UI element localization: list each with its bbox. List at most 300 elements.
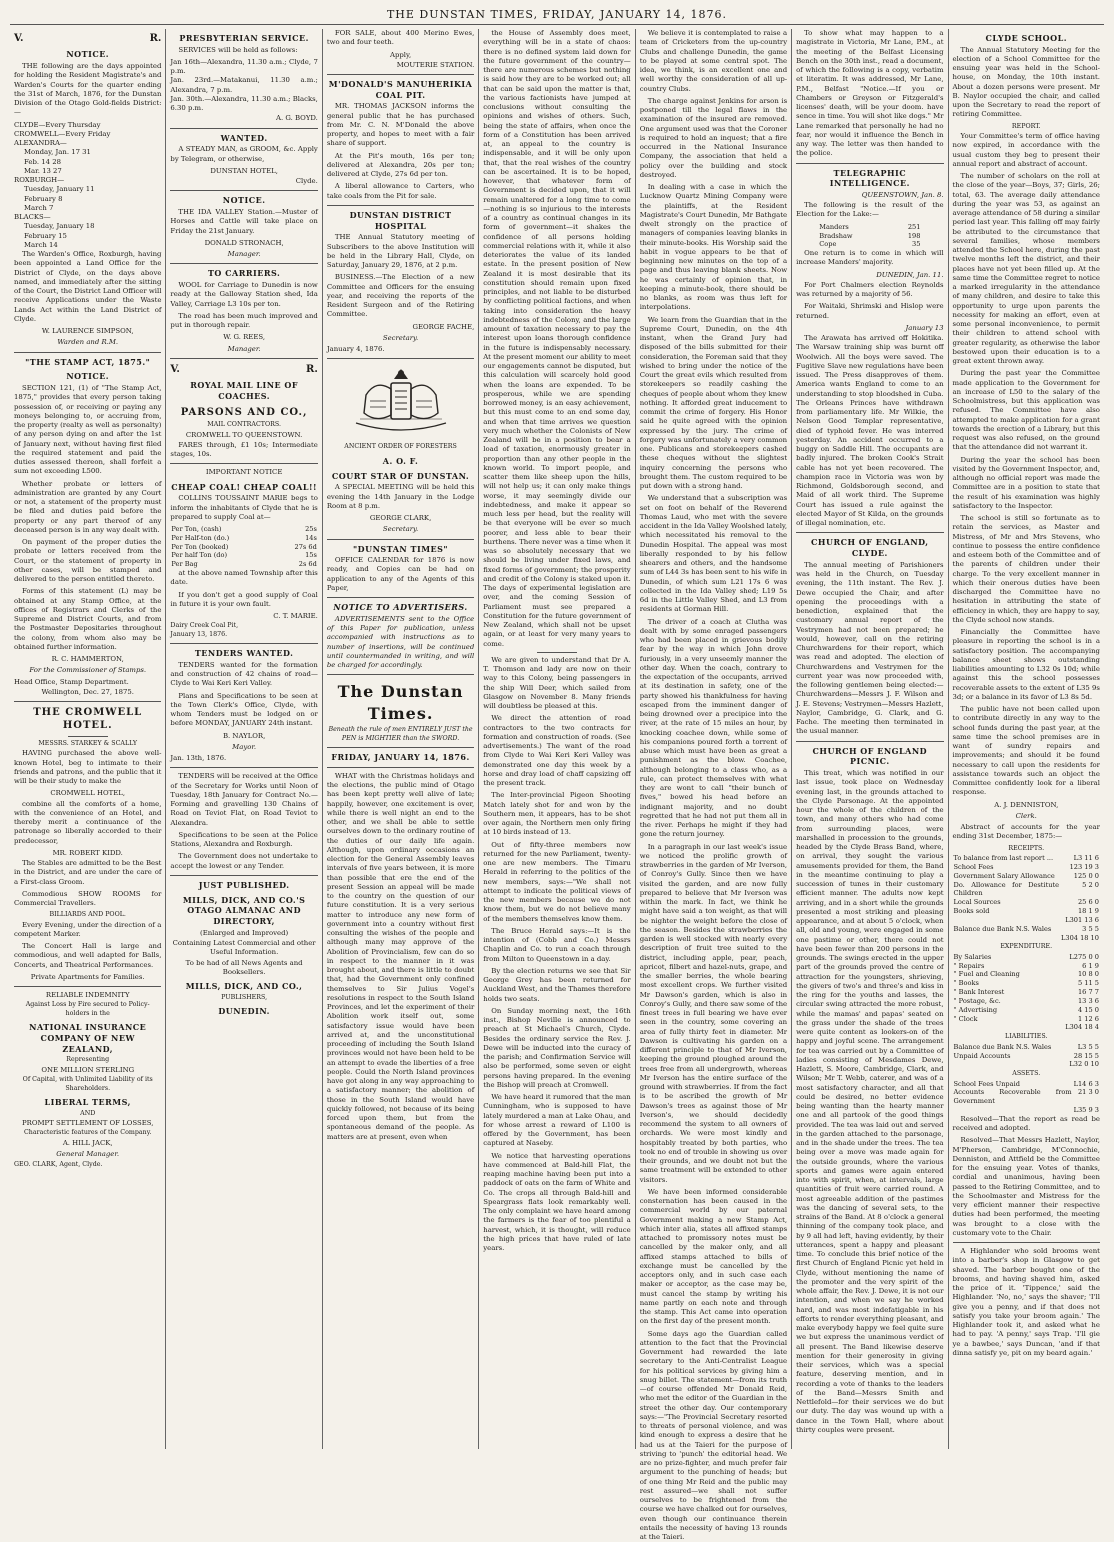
calendar-heading: "DUNSTAN TIMES" (327, 544, 474, 555)
account-row (953, 925, 1100, 934)
insurance-title: General Manager. (14, 1150, 161, 1159)
notice-heading: NOTICE. (170, 195, 317, 206)
account-row (953, 907, 1100, 916)
news-paragraph: We are given to understand that Dr A. T. Thomson and lady are now on their way to this Colony, being passengers in the ship Will Deer, which sailed from Glasgow on November 8. Many friends will doubtless be pleased at this. (483, 656, 630, 712)
news-paragraph: The charge against Jenkins for arson is postponed till the legal flaws in the examination of the insured are removed. One argument used was that the Coroner is required to hold an inquest; that a fire occurred in the National Insurance Company, the association that held a policy over the building and stock destroyed. (640, 97, 787, 180)
wanted-place: Clyde. (170, 177, 317, 186)
carriers-heading: TO CARRIERS. (170, 268, 317, 279)
insurance-signature: A. HILL JACK, (14, 1139, 161, 1148)
courts-notice: THE following are the days appointed for holding the Resident Magistrate's and Warden's Courts for the quarter ending the 31st of March, 1876, for the Dunstan Division of the Otago Gold-fields District:— (14, 62, 161, 118)
short-rule (68, 736, 108, 737)
tenders-date: Jan. 13th, 1876. (170, 754, 317, 763)
account-label: Unpaid Accounts (953, 1052, 1065, 1061)
ida-signature: DONALD STRONACH, (170, 239, 317, 248)
stamp-signature: R. C. HAMMERTON, (14, 655, 161, 664)
stamp-paragraph: Forms of this statement (L) may be obtained at any Stamp Office, at the offices of Registrars and Clerks of the Supreme and District Courts, and from the Postmaster Depositaries throughout the colony, from whom also may be obtained further information. (14, 587, 161, 652)
divider (327, 747, 474, 748)
school-text: Resolved—That the report as read be received and adopted. (953, 1115, 1100, 1134)
hotel-paragraph: HAVING purchased the above well-known Hotel, beg to intimate to their friends and patrons, and the public that it will be their study to make the (14, 749, 161, 786)
picnic-text: This treat, which was notified in our last issue, took place on Wednesday evening last, in the grounds attached to the Clyde Parsonage. At the appointed hour the whole of the children of the town, and many others who had come from surrounding places, were marshalled in procession to the grounds, headed by the Clyde Brass Band, where, on arrival, they sought the various amusements provided for them, the Band in the meantime continuing to play a succession of tunes in their customary efficient manner. The adults now kept arriving, and in a short while the grounds presented a most striking and pleasing appearance, and at about 5 o'clock, when all, old and young, were engaged in some one pastime or other, there could not have been fewer than 200 persons in the grounds. The swings erected in the upper part of the grounds proved the centre of attraction for the youngsters, shrieving, the givers of two's and three's and kiss in the ring for the youths and lasses, the circular swing attracted the more robust, while the mamas' and papas' seated on the grass under the shade of the trees were quite content as lookers-on of the happy and joyful scene. The arrangement for tea was carried out by a Committee of ladies consisting of Mesdames Dewe, Hazlett, S. Moore, Cambridge, Clark, and Wilson; Mr T. Webb, caterer, and was of a most satisfactory character, and all that could be desired, no better evidence being wanting than the hearty manner one and all partook of the good things provided. The tea was laid out and served in the garden attached to the parsonage, and in the shade under the trees. The tea being over a move was made again for the outside grounds, where the various sports and games were again entered into with spirit, when, at intervals, large quantities of fruit were carried round. A most agreeable addition of the pastimes was the dancing of several sets, to the strains of the Band. At 8 o'clock a general thinning of the company took place, and by 9 all had left, having evidently, by their utterances, spent a happy and pleasant time. To conclude this brief notice of the first Church of England Picnic yet held in Clyde, without mentioning the name of the promoter and the very spirit of the whole affair, the Rev. J. Dewe, it is not our intention, and when we say he worked hard, and was most indefatigable in his efforts to render everything pleasant, and make everybody happy we feel quite sure we but express the unanimous verdict of all present. The Band likewise deserve mention for their generosity in giving their services, which was a special feature, deserving mention, and in recording a vote of thanks to the leaders of the Band—Messrs Smith and Nettlefold—for their services we do but our duty. The day was wound up with a dance in the Town Hall, where about thirty couples were present. (796, 769, 943, 1435)
account-row (953, 881, 1100, 899)
alexandra-label: ALEXANDRA— (14, 139, 161, 148)
almanac-text: Containing Latest Commercial and other Useful Information. (170, 939, 317, 958)
telegraph-text: One return is to come in which will increase Manders' majority. (796, 249, 943, 268)
votes: 198 (891, 232, 921, 241)
notice-heading: NOTICE. (14, 49, 161, 60)
telegraph-dateline: QUEENSTOWN, Jan. 8. (796, 191, 943, 200)
school-text: Financially the Committee have pleasure in reporting the school is in a satisfactory position. The accompanying balance sheet shows outstanding liabilities amounting to L32 0s 10d; while against this the school possesses recoverable assets to the extent of L35 9s 3d; or a balance in its favor of L3 8s 5d. (953, 628, 1100, 702)
receipts-table (953, 854, 1100, 942)
telegraph-text: For Waitaki, Shrimski and Hislop were returned. (796, 302, 943, 321)
roxburgh-dates (14, 185, 161, 213)
sale-apply: Apply, (327, 51, 474, 60)
editorial-paragraph: WHAT with the Christmas holidays and the elections, the public mind of Otago has been kept pretty well alive of late; happily, however, one excitement is over, while there is well night an end to the other, and we shall be able to settle ourselves down to the ordinary routine of the duties of our daily life again. Although, upon ordinary occasions an election for the General Assembly leaves intervals of five years between, it is more than possible that ere the end of the present Session an appeal will be made to the country on the question of our future constitution. It is a very serious matter to introduce any new form of government into a country without first consulting the wishes of the people and although many may approve of the Abolition of Provincialism, few can do so in respect to the manner in it was brought about, and there is little to doubt that, had the Government only confined themselves to Sir Julius Vogel's resolutions in respect to the South Island Provinces, and let the experiment of their Abolition work itself out, some satisfactory issue would have been arrived at, and the unconstitutional proceeding of including the South Island provinces would not have been held to be an attempt to evade the liberties of a free people. Could the North Island provinces have got along in any way approaching to a satisfactory manner; the abolition of those in the South Island would have quickly followed, not because of its being forced upon them, but from the spontaneous demand of the people. As matters are at present, even when (327, 772, 474, 1142)
coal-heading: CHEAP COAL! CHEAP COAL!! (170, 482, 317, 493)
price-value: 15s (275, 551, 318, 560)
short-rule (537, 652, 577, 653)
date-row: Tuesday, January 11 (14, 185, 161, 194)
cromwell-days: CROMWELL—Every Friday (14, 130, 161, 139)
price-row (170, 525, 317, 534)
account-amount: 13 3 6 (1049, 997, 1100, 1006)
warden-title: Warden and R.M. (14, 338, 161, 347)
hotel-billiards: BILLIARDS AND POOL. (14, 911, 161, 919)
account-amount: L14 6 3 (1073, 1080, 1100, 1089)
sale-text: FOR SALE, about 400 Merino Ewes, two and four teeth. (327, 29, 474, 48)
coal-important: IMPORTANT NOTICE (170, 468, 317, 477)
stamp-paragraph: Whether probate or letters of administration are granted by any Court or not, a statement of the property must be filed and duties paid before the property or any part thereof of any deceased person is in any way dealt with. (14, 480, 161, 536)
insurance-char: Characteristic features of the Company. (14, 1129, 161, 1137)
presbyterian-heading: PRESBYTERIAN SERVICE. (170, 33, 317, 44)
warden-text: The Warden's Office, Roxburgh, having been appointed a Land Office for the District of Clyde, on the days above named, and immediately after the sitting of the Court, the District Land Officer will receive Applications under the Waste Lands Act within the Land District of Clyde. (14, 250, 161, 324)
votes: 35 (891, 240, 921, 249)
total-row (953, 934, 1100, 943)
publisher-place: DUNEDIN. (170, 1006, 317, 1017)
price-label: Per Bag (170, 560, 275, 569)
candidate: Manders (818, 223, 891, 232)
telegraph-dateline: January 13 (796, 324, 943, 333)
news-paragraph: The driver of a coach at Clutha was dealt with by some enraged passengers who had been placed in grievous bodily fear by the way in which John drove furiously, in a very unseemly manner the other day. When the coach, contrary to the expectation of the occupants, arrived at its destination in safety, one of the party showed his thankfulness for having escaped from the imminent danger of being drowned over a precipice into the river, at the rate of 15 miles an hour, by knocking coachee down, while some of his companions poured forth a torrent of abuse which must have been as great a punishment as the blow. Coachee, although belonging to a class who, as a rule, can protect themselves with what they are wont to call "their bunch of fives," bowed his head before an indignant majority, and no doubt regretted that he had not put them all in the river. Perhaps he might if they had gone the return journey. (640, 618, 787, 840)
aof-signature: GEORGE CLARK, (327, 514, 474, 523)
cipher-r: R. (306, 363, 318, 376)
tenders2-text: TENDERS will be received at the Office of the Secretary for Works until Noon of Tuesday, 18th January for Contract No.—Forming and gravelling 130 Chains of Road on Teviot Flat, on Road Teviot to Alexandra. (170, 772, 317, 828)
account-label: Do. Allowance for Destitute Children (953, 881, 1060, 899)
date-row: Mar. 13 27 (14, 167, 161, 176)
account-total: L301 13 6 (1060, 916, 1100, 925)
masthead: THE DUNSTAN TIMES, FRIDAY, JANUARY 14, 1876. (10, 6, 1104, 25)
wanted-text: A STEADY MAN, as GROOM, &c. Apply by Telegram, or otherwise, (170, 145, 317, 164)
divider (170, 263, 317, 264)
votes: 251 (891, 223, 921, 232)
price-row (170, 551, 317, 560)
price-value: 25s (275, 525, 318, 534)
divider (796, 532, 943, 533)
account-label: " Books (953, 979, 1050, 988)
divider (953, 1242, 1100, 1243)
foresters-emblem-icon (346, 365, 456, 437)
insurance-company: NATIONAL INSURANCE COMPANY OF NEW ZEALAND, (14, 1022, 161, 1054)
divider (327, 539, 474, 540)
price-row (170, 560, 317, 569)
account-label: Books sold (953, 907, 1060, 916)
accounts-heading: Abstract of accounts for the year ending 31st December, 1875:— (953, 823, 1100, 842)
school-text: The number of scholars on the roll at the close of the year—Boys, 37; Girls, 26; total, 63. The average daily attendance during the year was 53, as against an average attendance of 58 during a similar period last year. This falling off may fairly be attributed to the circumstance that several families, whose members attended the School here, during the past twelve months left the district, and their places have not yet been filled up. At the same time the Committee regret to notice a marked irregularity in the attendance of many children, and desire to take this opportunity to urge upon parents the necessity for making an effort, even at some personal inconvenience, to permit their children to attend school with greater regularity, as otherwise the labor bestowed upon their education is to a great extent thrown away. (953, 172, 1100, 366)
account-row (953, 979, 1100, 988)
candidate: Bradshaw (818, 232, 891, 241)
insurance-heading: RELIABLE INDEMNITY (14, 991, 161, 1000)
almanac-title: MILLS, DICK, AND CO.'S OTAGO ALMANAC AND DIRECTORY, (170, 895, 317, 927)
account-amount: 16 7 7 (1049, 988, 1100, 997)
account-amount: 4 15 0 (1049, 1006, 1100, 1015)
receipts-heading: RECEIPTS. (953, 845, 1100, 853)
editorial-paragraph: the House of Assembly does meet, everything will be in a state of chaos: there is no defined system laid down for the future government of the country—there are numerous schemes but nothing is said how they are to be worked out; all that can be said upon the matter is that, the various factionists have jumped at conclusions without consulting the opinions and wishes of others. Such, being the state of affairs, when once the form of a Constitution has been arrived at, an appeal to the country is indispensable, and it will be only upon that, that the real wishes of the country can be ascertained. It is to be hoped, however, that whatever form of Government is decided upon, that it will remain unaltered for a long time to come—nothing is so injurious to the interests of a country as continual changes in its form of government—it shakes the confidence of all persons holding commercial relations with it, while it also deteriorates the value of its landed estate. In the present position of New Zealand it is most desirable that its constitution should remain upon fixed principles, and not liable to be disturbed by conflicting political factions, and when taking into consideration the heavy indebtedness of the Colony, and the large amount of taxation necessary to pay the interest upon loans thorough confidence in the future is indispensably necessary. At the present moment our ability to meet our engagements cannot be disputed, but this calculation will scarcely hold good when the loans are expended. To be prosperous, while we are spending borrowed money, is an easy achievement, but this must come to an end some day, and when that time arrives we question very much whether the Colonists of New Zealand will be in a position to bear a load of taxation, enormously greater in proportion than any other people in the known world. To import people, and scatter them like sheep upon the hills, will not help us; it can only make things worse, it may seemingly divide our indebtedness, and make it appear so much less per head, but the reality will be that everyone will be ever so much poorer, and less able to bear their burthens. There never was a time when it was so absolutely necessary that we should be living under fixed laws, and fixed forms of government; the prosperity and credit of the Colony is staked upon it. The days of experimental legislation are over, and the coming Session of Parliament must see prepared a Constitution for the future government of New Zealand, which shall not be upset again, or at least for very many years to come. (483, 29, 630, 649)
divider (170, 875, 317, 876)
account-amount: 18 1 9 (1060, 907, 1100, 916)
account-amount: 125 0 0 (1060, 872, 1100, 881)
divider (14, 352, 161, 353)
hotel-predecessor: MR. ROBERT KIDD. (14, 849, 161, 858)
account-total: L35 9 3 (1073, 1106, 1100, 1115)
insurance-rep: Representing (14, 1056, 161, 1064)
insurance-capital: ONE MILLION STERLING (14, 1066, 161, 1075)
school-text: Your Committee's term of office having now expired, in accordance with the usual custom they beg to present their annual report and abstract of account. (953, 132, 1100, 169)
hotel-paragraph: combine all the comforts of a home, with the convenience of an Hotel, and thereby merit a continuance of the patronage so liberally accorded to their predecessor, (14, 800, 161, 846)
hospital-date: January 4, 1876. (327, 345, 474, 354)
total-row (953, 1106, 1100, 1115)
cipher-v: V. (170, 363, 180, 376)
hotel-owners: MESSRS. STARKEY & SCALLY (14, 740, 161, 748)
coal-price-table (170, 525, 317, 569)
telegraph-dateline: DUNEDIN, Jan. 11. (796, 271, 943, 280)
divider (170, 643, 317, 644)
news-paragraph: The Bruce Herald says:—It is the intention of (Cobb and Co.) Messrs Chaplin and Co. to run a coach through from Milton to Queenstown in a day. (483, 927, 630, 964)
school-title: Clerk. (953, 812, 1100, 821)
account-amount: 25 6 0 (1060, 898, 1100, 907)
stamp-date: Wellington, Dec. 27, 1875. (14, 688, 161, 697)
account-amount: L275 0 0 (1049, 953, 1100, 962)
news-paragraph: To show what may happen to a magistrate in Victoria, Mr Lane, P.M., at the meeting of the Belfast Licensing Bench on the 30th inst., read a document, of which the following is a copy, verbatim et literatim. It was addressed, Mr Lane, P.M., Belfast "Notice.—If you or Chambers or Greyson or Fitzgerald's licenses' death, will be your doom. have sence in time. You will shot like dogs." Mr Lane remarked that personally he had no fear, nor would it influence the Bench in any way. The letter was then handed to the police. (796, 29, 943, 159)
tenders-heading: TENDERS WANTED. (170, 648, 317, 659)
divider (14, 986, 161, 987)
date-row: March 14 (14, 241, 161, 250)
account-label: " Bank Interest (953, 988, 1050, 997)
almanac-sub: (Enlarged and Improved) (170, 929, 317, 938)
hospital-text: THE Annual Statutory meeting of Subscribers to the above Institution will be held in the Library Hall, Clyde, on Saturday, January 29, 1876, at 2 p.m. (327, 233, 474, 270)
news-paragraph: On Sunday morning next, the 16th inst., Bishop Neville is announced to preach at St Michael's Church, Clyde. Besides the ordinary service the Rev. J. Dewe will be inducted into the curacy of the parish; and Confirmation Service will also be performed, some seven or eight persons having prepared. In the evening the Bishop will preach at Cromwell. (483, 1007, 630, 1090)
account-row (953, 1052, 1100, 1061)
hospital-signature: GEORGE FACHE, (327, 323, 474, 332)
account-label: " Advertising (953, 1006, 1050, 1015)
liabilities-heading: LIABILITIES. (953, 1033, 1100, 1041)
account-amount: L3 11 6 (1060, 854, 1100, 863)
hospital-text: BUSINESS.—The Election of a new Committee and Officers for the ensuing year, and receiving the reports of the Resident Surgeon and of the Retiring Committee. (327, 273, 474, 319)
columns (10, 29, 1104, 1449)
account-label: " Clock (953, 1015, 1050, 1024)
divider (327, 767, 474, 768)
advertisers-text: ADVERTISEMENTS sent to the Office of this Paper for publication, unless accompanied with instructions as to number of insertions, will be continued until countermanded in writing, and will be charged for accordingly. (327, 615, 474, 671)
price-label: Per Ton, (cash) (170, 525, 275, 534)
hotel-paragraph: Commodious SHOW ROOMS for Commercial Travellers. (14, 890, 161, 909)
royal-cipher (170, 363, 317, 376)
account-label: Accounts Recoverable from Government (953, 1088, 1073, 1106)
account-row (953, 988, 1100, 997)
tenders2-text: Specifications to be seen at the Police Stations, Alexandra and Roxburgh. (170, 831, 317, 850)
telegraph-text: For Port Chalmers election Reynolds was returned by a majority of 56. (796, 281, 943, 300)
news-paragraph: We have heard it rumored that the man Cunningham, who is supposed to have lately murdered a man at Lake Ohau, and for whose arrest a reward of L100 is offered by the Government, has been captured at Naseby. (483, 1093, 630, 1149)
account-amount: 21 3 0 (1073, 1088, 1100, 1106)
account-amount: 1 12 6 (1049, 1015, 1100, 1024)
calendar-text: OFFICE CALENDAR for 1876 is now ready, and Copies can be had on application to any of the Agents of this Paper, (327, 556, 474, 593)
service-row: Jan. 30th.—Alexandra, 11.30 a.m.; Blacks, 6.30 p.m. (170, 95, 317, 114)
date-row: February 15 (14, 232, 161, 241)
account-row (953, 854, 1100, 863)
mail-fares: FARES through, £1 10s; Intermediate stages, 10s. (170, 441, 317, 460)
stamp-title: For the Commissioner of Stamps. (14, 666, 161, 675)
stamp-paragraph: SECTION 121, (1) of "The Stamp Act, 1875," provides that every person taking possession of, or receiving or paying any moneys belonging to, or accruing from, the property (realty as well as personalty) of any person dying on and after the 1st of January next, without having first filed the required statement and paid the duties assessed thereon, shall forfeit a sum not exceeding L500. (14, 384, 161, 477)
column-5 (636, 29, 792, 1449)
account-amount: 123 19 3 (1060, 863, 1100, 872)
vote-row (818, 232, 921, 241)
hotel-paragraph: The Stables are admitted to be the Best in the District, and are under the care of a First-class Groom. (14, 859, 161, 887)
carriers-text: WOOL for Carriage to Dunedin is now ready at the Galloway Station shed, Ida Valley, Carriage L3 10s per ton. (170, 281, 317, 309)
date-row: Monday, Jan. 17 31 (14, 148, 161, 157)
mail-contractors: MAIL CONTRACTORS. (170, 421, 317, 429)
service-row: Jan 16th—Alexandra, 11.30 a.m.; Clyde, 7 p.m. (170, 58, 317, 77)
divider (327, 358, 474, 359)
hotel-paragraph: Every Evening, under the direction of a competent Marker. (14, 921, 161, 940)
aof-text: A SPECIAL MEETING will be held this evening the 14th January in the Lodge Room at 8 p.m. (327, 483, 474, 511)
sale-signature: MOUTERIE STATION. (327, 61, 474, 70)
account-total: L304 18 4 (1049, 1023, 1100, 1032)
mail-heading: ROYAL MAIL LINE OF COACHES. (170, 380, 317, 401)
date-row: March 7 (14, 204, 161, 213)
account-label: " Postage, &c. (953, 997, 1050, 1006)
account-amount: 10 8 0 (1049, 970, 1100, 979)
coal-text: COLLINS TOUSSAINT MARIE begs to inform the inhabitants of Clyde that he is prepared to supply Coal at— (170, 494, 317, 522)
coal-pit-text: A liberal allowance to Carters, who take coals from the Pit for sale. (327, 182, 474, 201)
insurance-sub: Against Loss by Fire secured to Policy-holders in the (14, 1001, 161, 1018)
account-label: " Repairs (953, 962, 1050, 971)
news-paragraph: We notice that harvesting operations have commenced at Bald-hill Flat, the reaping machine having been put into a paddock of oats on the farm of White and Co. The crops all through Bald-hill and Speargrass flats look remarkably well. The only complaint we have heard among the farmers is the fear of too plentiful a harvest, which, it is thought, will reduce the high prices that have ruled of late years. (483, 1152, 630, 1254)
almanac-text: To be had of all News Agents and Booksellers. (170, 959, 317, 978)
divider (170, 463, 317, 464)
wanted-signature: DUNSTAN HOTEL, (170, 167, 317, 176)
hotel-name: CROMWELL HOTEL, (14, 789, 161, 798)
account-row (953, 970, 1100, 979)
vote-row (818, 240, 921, 249)
insurance-agent: GEO. CLARK, Agent, Clyde. (14, 1161, 161, 1169)
vote-row (818, 223, 921, 232)
ida-text: THE IDA VALLEY Station.—Muster of Horses and Cattle will take place on Friday the 21st January. (170, 208, 317, 236)
divider (170, 358, 317, 359)
date-row: Feb. 14 28 (14, 158, 161, 167)
price-label: Per Ton (booked) (170, 543, 275, 552)
account-row (953, 1006, 1100, 1015)
coal-pit-text: MR. THOMAS JACKSON informs the general public that he has purchased from Mr. C. N. M'Donald the above property, and hopes to meet with a fair share of support. (327, 102, 474, 148)
picnic-heading: CHURCH OF ENGLAND PICNIC. (796, 746, 943, 767)
telegraphic-heading: TELEGRAPHIC INTELLIGENCE. (796, 168, 943, 189)
hotel-heading: THE CROMWELL HOTEL. (14, 706, 161, 733)
account-row (953, 997, 1100, 1006)
news-paragraph: In dealing with a case in which the Lucknow Quartz Mining Company were the plaintiffs, at the Resident Magistrate's Court Dunedin, Mr Bathgate dwelt strongly on the practice of managers of companies leaving blanks in their minute-books. His Worship said the habit in vogue appears to be that of beginning new minutes on the top of a page and thus leaving blank sheets. Now he was certainly of opinion that, in keeping a minute-book, there should be no blanks, as room was thus left for interpolations. (640, 183, 787, 313)
account-row (953, 953, 1100, 962)
column-4 (479, 29, 635, 1449)
divider (327, 597, 474, 598)
account-label: By Salaries (953, 953, 1050, 962)
cipher-r: R. (150, 32, 162, 45)
divider (170, 767, 317, 768)
news-paragraph: Out of fifty-three members now returned for the new Parliament, twenty-one are new members. The Timaru Herald in referring to the politics of the new members, says:—"We shall not attempt to indicate the political views of the new members because we do not know them, but we do not believe many of the members themselves know them. (483, 841, 630, 924)
insurance-and: AND (14, 1110, 161, 1118)
liabilities-table (953, 1043, 1100, 1069)
insurance-prompt: PROMPT SETTLEMENT OF LOSSES, (14, 1119, 161, 1128)
published-heading: JUST PUBLISHED. (170, 880, 317, 891)
royal-cipher (14, 32, 161, 45)
price-row (170, 534, 317, 543)
price-value: 14s (275, 534, 318, 543)
divider (327, 205, 474, 206)
news-paragraph: We believe it is contemplated to raise a team of Cricketers from the up-country Clubs and challenge Dunedin, the game to be played at some central spot. The idea, we think, is an excellent one and well worthy the consideration of all up-country Clubs. (640, 29, 787, 94)
news-paragraph: We understand that a subscription was set on foot on behalf of the Reverend Thomas Laud, who met with the severe accident in the Ida Valley Woolshed lately, which necessitated his removal to the Dunedin Hospital. The appeal was most liberally responded to by his fellow shearers and others, and the handsome sum of L44 3s has been sent to his wife in Dunedin, of which sum L21 17s 6 was collected in the Ida Valley shed; L19 5s 6d in the Little Valley Shed, and L3 from residents at Gorman Hill. (640, 494, 787, 614)
divider (327, 674, 474, 675)
divider (14, 701, 161, 702)
aof-title: Secretary. (327, 525, 474, 534)
account-row (953, 898, 1100, 907)
school-text: The school is still so fortunate as to retain the services, as Master and Mistress, of Mr and Mrs Stevens, who continue to possess the entire confidence and esteem both of the Committee and of the parents of children under their charge. To the very excellent manner in which their onerous duties have been discharged the Committee have no hesitation in attributing the state of efficiency in which, they are happy to say, the Clyde school now stands. (953, 514, 1100, 625)
price-label: Per half Ton (do) (170, 551, 275, 560)
account-label: " Fuel and Cleaning (953, 970, 1050, 979)
dateline: FRIDAY, JANUARY 14, 1876. (327, 752, 474, 763)
carriers-text: The road has been much improved and put in thorough repair. (170, 312, 317, 331)
price-label: Per Half-ton (do.) (170, 534, 275, 543)
coal-date: January 13, 1876. (170, 631, 317, 639)
divider (796, 163, 943, 164)
divider (796, 741, 943, 742)
column-1 (10, 29, 166, 1449)
account-amount: 5 11 5 (1049, 979, 1100, 988)
roxburgh-label: ROXBURGH— (14, 176, 161, 185)
election-table (818, 223, 921, 249)
aof-heading: A. O. F. (327, 456, 474, 467)
account-label: Balance due Bank N.S. Wales (953, 1043, 1065, 1052)
column-3 (323, 29, 479, 1449)
total-row (953, 1023, 1100, 1032)
account-label: Balance due Bank N.S. Wales (953, 925, 1060, 934)
news-paragraph: We have been informed considerable consternation has been caused in the commercial world by our paternal Government making a new Stamp Act, which inter alia, states all affixed stamps attached to promissory notes must be cancelled by the maker only, and all affixed stamps attached to bills of exchange must be cancelled by the acceptors only, and in such case each maker or acceptor, as the case may be, must cancel the stamp by writing his name partly on each note and through the stamp. This Act came into operation on the first day of the present month. (640, 1188, 787, 1327)
stamp-act-heading: "THE STAMP ACT, 1875." (14, 357, 161, 368)
account-amount: L3 5 5 (1065, 1043, 1100, 1052)
hotel-paragraph: The Concert Hall is large and commodious, and well adapted for Balls, Concerts, and Theatrical Performances. (14, 942, 161, 970)
account-amount: 3 5 5 (1060, 925, 1100, 934)
insurance-capital-note: Of Capital, with Unlimited Liability of its Shareholders. (14, 1076, 161, 1093)
account-total: L304 18 10 (1060, 934, 1100, 943)
date-row: February 8 (14, 195, 161, 204)
stamp-office: Head Office, Stamp Department. (14, 678, 161, 687)
carriers-title: Manager. (170, 345, 317, 354)
school-text: The Annual Statutory Meeting for the election of a School Committee for the ensuing year was held in the School-house, on Monday, the 10th instant. About a dozen persons were present. Mr B. Naylor occupied the chair, and called upon the Secretary to read the report of retiring Committee. (953, 46, 1100, 120)
news-paragraph: In a paragraph in our last week's issue we noticed the prolific growth of strawberries in the garden of Mr Iverson, of Conroy's Gully. Since then we have visited the garden, and are now fully prepared to believe that Mr Iverson was within the mark. In fact, we think he might have said a ton weight, as that will be nighter the weight before the close of the season. Besides the strawberries the garden is well stocked with nearly every description of fruit tree suited to the district, including apple, pear, peach, apricot, filbert and hazel-nuts, grape, and the smaller berries, the whole bearing most excellent crops. We further visited Mr Dawson's garden, which is also in Conroy's Gully, and there saw some of the finest trees in full bearing we have ever seen in the country, some covering an area of fully thirty feet in diameter. Mr Dawson is cultivating his garden on a different principle to that of Mr Iverson, keeping the ground ploughed around the trees free from all undergrowth, whereas Mr Iverson has the entire surface of the ground with strawberries. If from the fact is to be ascribed the growth of Mr Dawson's trees as against those of Mr Iverson's, we should decidedly recommend the system to all owners of orchards. We were most kindly and hospitably treated by both parties, who took no end of trouble in showing us over their grounds, and we doubt not but the same treatment will be extended to other visitors. (640, 843, 787, 1185)
account-label: Government Salary Allowance (953, 872, 1060, 881)
alexandra-dates (14, 148, 161, 176)
column-2 (166, 29, 322, 1449)
cipher-v: V. (14, 32, 24, 45)
school-text: During the year the school has been visited by the Government Inspector, and, although no official report was made the Committee are in a position to state that the result of his examination was highly satisfactory to the Inspector. (953, 456, 1100, 512)
news-paragraph: By the election returns we see that Sir George Grey has been returned for Auckland West, and the Thames therefore holds two seats. (483, 967, 630, 1004)
account-row (953, 872, 1100, 881)
carriers-signature: W. G. REES, (170, 333, 317, 342)
divider (170, 128, 317, 129)
coal-pit-heading: M'DONALD'S MANUHERIKIA COAL PIT. (327, 79, 474, 100)
account-row (953, 1080, 1100, 1089)
service-row: Jan. 23rd.—Matakanui, 11.30 a.m.; Alexandra, 7 p.m. (170, 76, 317, 95)
news-paragraph: We learn from the Guardian that in the Supreme Court, Dunedin, on the 4th instant, when the Grand Jury had disposed of the bills submitted for their consideration, the Foreman said that they wished to bring under the notice of the Court the great evils which resulted from storekeepers so readily cashing the cheques of people about whom they knew nothing. It afforded great inducement to commit the crime of forgery. His Honor said he quite agreed with the opinion expressed by the jury. The crime of forgery was unfortunately a very common one. Publicans and storekeepers cashed these cheques without the slightest inquiry concerning the persons who brought them. The custom required to be put down with a strong hand. (640, 316, 787, 492)
paper-title: The Dunstan Times. (327, 681, 474, 724)
news-paragraph: Some days ago the Guardian called attention to the fact that the Provincial Government had rewarded the late secretary to the Anti-Centralist League for his political services by giving him a snug billet. The statement—from its truth—of course offended Mr Donald Reid, who met the editor of the Guardian in the street the other day. Our contemporary says:—"The Provincial Secretary resorted to threats of personal violence, and was kind enough to express a desire that he had us at the Taieri for the purpose of striving to 'punch' the editorial head. We are no prize-fighter, and much prefer fair argument to the punching of heads; but of one thing Mr Reid and the public may rest assured—we shall not suffer ourselves to be frightened from the course we have chalked out for ourselves, even though our continuance therein entails the necessity of having 13 rounds at the Taieri. (640, 1330, 787, 1542)
court-heading: COURT STAR OF DUNSTAN. (327, 471, 474, 482)
blacks-dates (14, 222, 161, 250)
coal-pit: Dairy Creek Coal Pit, (170, 622, 317, 630)
divider (170, 190, 317, 191)
candidate: Cope (818, 240, 891, 249)
hospital-title: Secretary. (327, 334, 474, 343)
school-text: The public have not been called upon to contribute directly in any way to the school funds during the past year, at the same time the school premises are in want of sundry repairs and improvements; and should it be found necessary to call upon the residents for assistance towards such an object the Committee confidently look for a liberal response. (953, 705, 1100, 798)
stamp-paragraph: On payment of the proper duties the probate or letters received from the Court, or the statement of property in other cases, will be stamped and delivered to the person entitled thereto. (14, 538, 161, 584)
telegraph-text: The Arawata has arrived off Hokitika. The Warsaw training ship was burnt off Woolwich. All the boys were saved. The Fugitive Slave new regulations have been issued. The Press disapproves of them. America wants England to come to an understanding to stop bloodshed in Cuba. The Orleans Princes have withdrawn from parliamentary life. Mr Wilkie, the Nelson Good Templar representative, died of typhoid fever. He was interred yesterday. An accident occurred to a buggy on Saddle Hill. The occupants are badly injured. The broken Cook's Strait cable has not yet been recovered. The champion race in Victoria was won by Richmond, Goldsborough second, and Maid of all work third. The Supreme Court has issued a rule against the elected Mayor of St Kilda, on the grounds of illegal nomination, etc. (796, 334, 943, 528)
account-amount: 6 1 9 (1049, 962, 1100, 971)
coal-text: at the above named Township after this date. (170, 569, 317, 588)
tenders-signature: B. NAYLOR, (170, 732, 317, 741)
school-signature: A. J. DENNISTON, (953, 801, 1100, 810)
account-amount: 5 2 0 (1060, 881, 1100, 899)
publisher-name: MILLS, DICK, AND CO., (170, 981, 317, 992)
hotel-apartments: Private Apartments for Families. (14, 973, 161, 982)
stamp-notice-heading: NOTICE. (14, 371, 161, 382)
warden-signature: W. LAURENCE SIMPSON, (14, 327, 161, 336)
presbyterian-text: SERVICES will be held as follows: (170, 46, 317, 55)
anecdote: A Highlander who sold brooms went into a barber's shop in Glasgow to get shaved. The barber bought one of the brooms, and having shaved him, asked the price of it. 'Tippence,' said the Highlander. 'No, no,' says the shaver; 'I'll give you a penny, and if that does not satisfy you take your broom again.' The Highlander took it, and asked what he had to pay. 'A penny,' says Trap. 'I'll gie ye a bawbee,' says Duncan, 'and if that dinna satisfy ye, pit on my beard again.' (953, 1247, 1100, 1358)
mail-route: CROMWELL TO QUEENSTOWN. (170, 431, 317, 440)
news-paragraph: We direct the attention of road contractors to the two contracts for formation and construction of roads. (See advertisements.) The want of the road from Clyde to Wai Keri Keri Valley was demonstrated one day this week by a horse and dray load of chaff capsizing off the present track. (483, 714, 630, 788)
clyde-days: CLYDE—Every Thursday (14, 121, 161, 130)
tenders-text: Plans and Specifications to be seen at the Town Clerk's Office, Clyde, with whom Tenders must be lodged on or before MONDAY, JANUARY 24th instant. (170, 692, 317, 729)
account-row (953, 1088, 1100, 1106)
total-row (953, 916, 1100, 925)
church-text: The annual meeting of Parishioners was held in the Church, on Tuesday evening, the 11th instant. The Rev. J. Dewe occupied the Chair, and after opening the proceedings with a benediction, explained that the customary annual report of the Vestrymen had not been prepared; he would, however, call on the retiring Churchwardens for their report, which was read and adopted. The election of Churchwardens and Vestrymen for the current year was now proceeded with, the following gentlemen being elected:—Churchwardens—Messrs J. F. Wilson and J. E. Stevens; Vestrymen—Messrs Hazlett, Naylor, Cambridge, G. Clark, and G. Fache. The meeting then terminated in the usual manner. (796, 561, 943, 737)
school-heading: CLYDE SCHOOL. (953, 33, 1100, 44)
account-amount: 28 15 5 (1065, 1052, 1100, 1061)
tenders-title: Mayor. (170, 743, 317, 752)
coal-pit-text: At the Pit's mouth, 16s per ton; delivered at Alexandra, 20s per ton; delivered at Clyde, 27s 6d per ton. (327, 152, 474, 180)
paper-motto: Beneath the rule of men ENTIRELY JUST the PEN is MIGHTIER than the SWORD. (327, 726, 474, 743)
date-row: Tuesday, January 18 (14, 222, 161, 231)
expenditure-heading: EXPENDITURE. (953, 943, 1100, 951)
church-heading: CHURCH OF ENGLAND, CLYDE. (796, 537, 943, 558)
account-row (953, 863, 1100, 872)
tenders2-text: The Government does not undertake to accept the lowest or any Tender. (170, 852, 317, 871)
account-total: L32 0 10 (1065, 1060, 1100, 1069)
coal-signature: C. T. MARIE. (170, 612, 317, 621)
assets-heading: ASSETS. (953, 1070, 1100, 1078)
mail-company: PARSONS AND CO., (170, 406, 317, 419)
total-row (953, 1060, 1100, 1069)
school-text: During the past year the Committee made application to the Government for an increase of L50 to the salary of the Schoolmistress, but this application was refused. The Committee have also attempted to make application for a grant towards the erection of a Library, but this request was also refused, on the ground that the attendance did not warrant it. (953, 369, 1100, 452)
account-label: School Fees (953, 863, 1060, 872)
expenditure-table (953, 953, 1100, 1032)
wanted-heading: WANTED. (170, 133, 317, 144)
school-text: Resolved—That Messrs Hazlett, Naylor, M'Pherson, Cambridge, M'Connochie, Denniston, and Attfield be the Committee for the ensuing year. Votes of thanks, cordial and unanimous, having been passed to the Retiring Committee, and to the Schoolmaster and Mistress for the very efficient manner their respective duties had been performed, the meeting was brought to a close with the customary vote to the Chair. (953, 1136, 1100, 1238)
account-label: To balance from last report ... (953, 854, 1060, 863)
account-label: School Fees Unpaid (953, 1080, 1073, 1089)
